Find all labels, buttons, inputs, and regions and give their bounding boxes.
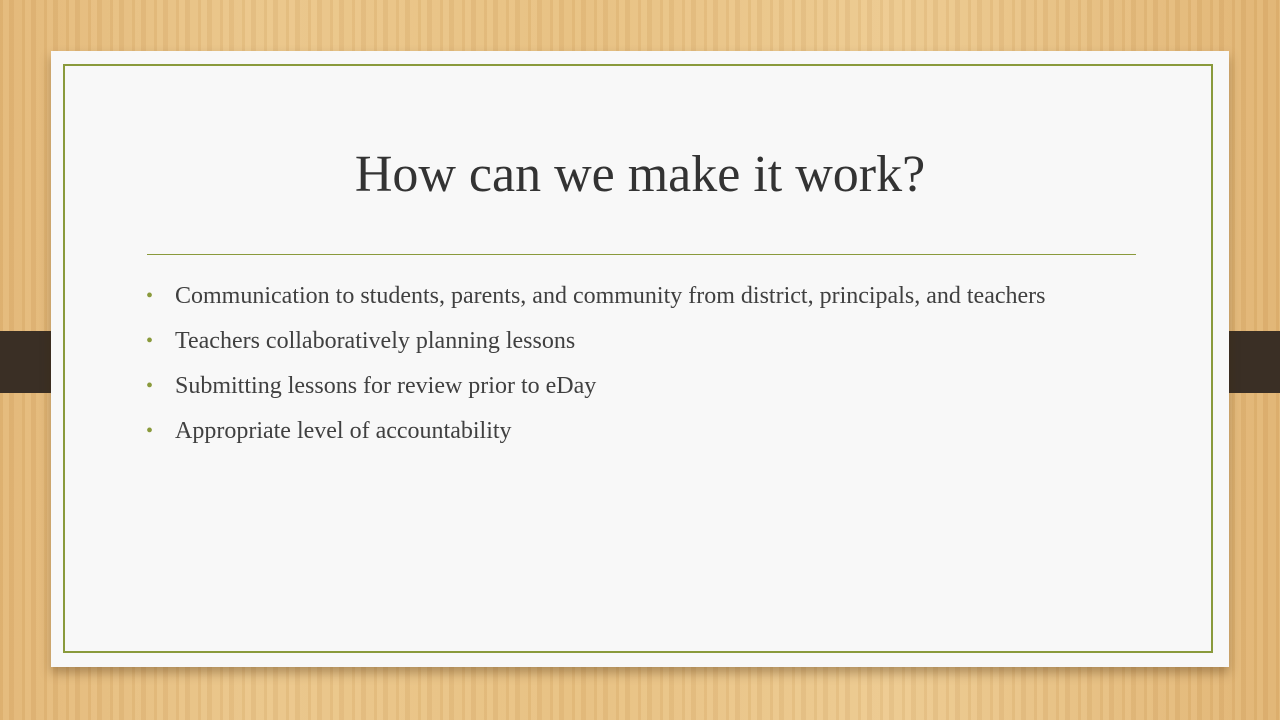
- bullet-item: [146, 280, 1106, 313]
- bullet-item: [146, 415, 1106, 448]
- bullet-list: [146, 280, 1106, 460]
- bullet-item: [146, 370, 1106, 403]
- bullet-dot-icon: •: [146, 375, 154, 397]
- bullet-text: Communication to students, parents, and community from district, principals, and teachers: [175, 283, 1046, 309]
- title-divider: [147, 254, 1136, 255]
- bullet-text: Teachers collaboratively planning lessons: [175, 328, 576, 354]
- slide-paper: [51, 51, 1229, 667]
- bullet-dot-icon: •: [146, 330, 154, 352]
- bullet-dot-icon: •: [146, 285, 154, 307]
- bullet-text: Submitting lessons for review prior to eDay: [175, 373, 597, 399]
- slide-title: How can we make it work?: [354, 146, 926, 203]
- bullet-item: [146, 325, 1106, 358]
- bullet-text: Appropriate level of accountability: [175, 418, 512, 444]
- bullet-dot-icon: •: [146, 420, 154, 442]
